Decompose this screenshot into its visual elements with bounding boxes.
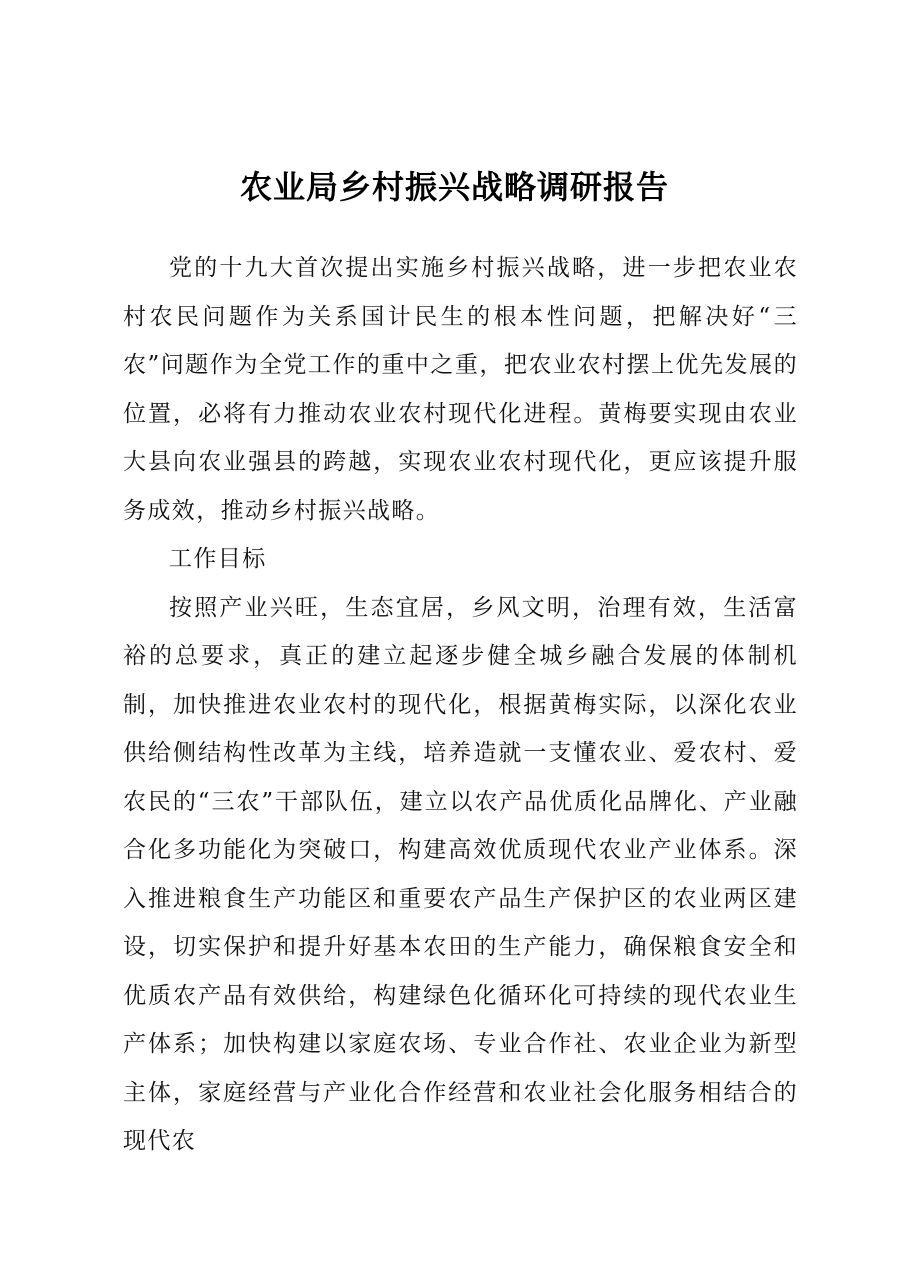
page-title: 农业局乡村振兴战略调研报告 xyxy=(239,168,669,206)
paragraph-intro: 党的十九大首次提出实施乡村振兴战略，进一步把农业农村农民问题作为关系国计民生的根本性问题，把解决好“三农”问题作为全党工作的重中之重，把农业农村摆上优先发展的位置，必将有力推动农业农村现代化进程。黄梅要实现由农业大县向农业强县的跨越，实现农业农村现代化，更应该提升服务成效，推动乡村振兴战略。 xyxy=(123,255,798,524)
paragraph-goals: 按照产业兴旺，生态宜居，乡风文明，治理有效，生活富裕的总要求，真正的建立起逐步健全城乡融合发展的体制机制，加快推进农业农村的现代化，根据黄梅实际，以深化农业供给侧结构性改革为主线，培养造就一支懂农业、爱农村、爱农民的“三农”干部队伍，建立以农产品优质化品牌化、产业融合化多功能化为突破口，构建高效优质现代农业产业体系。深入推进粮食生产功能区和重要农产品生产保护区的农业两区建设，切实保护和提升好基本农田的生产能力，确保粮食安全和优质农产品有效供给，构建绿色化循环化可持续的现代农业生产体系；加快构建以家庭农场、专业合作社、农业企业为新型主体，家庭经营与产业化合作经营和农业社会化服务相结合的现代农 xyxy=(123,594,798,1154)
section-heading-goals: 工作目标 xyxy=(169,546,267,572)
document-body xyxy=(123,244,798,1166)
